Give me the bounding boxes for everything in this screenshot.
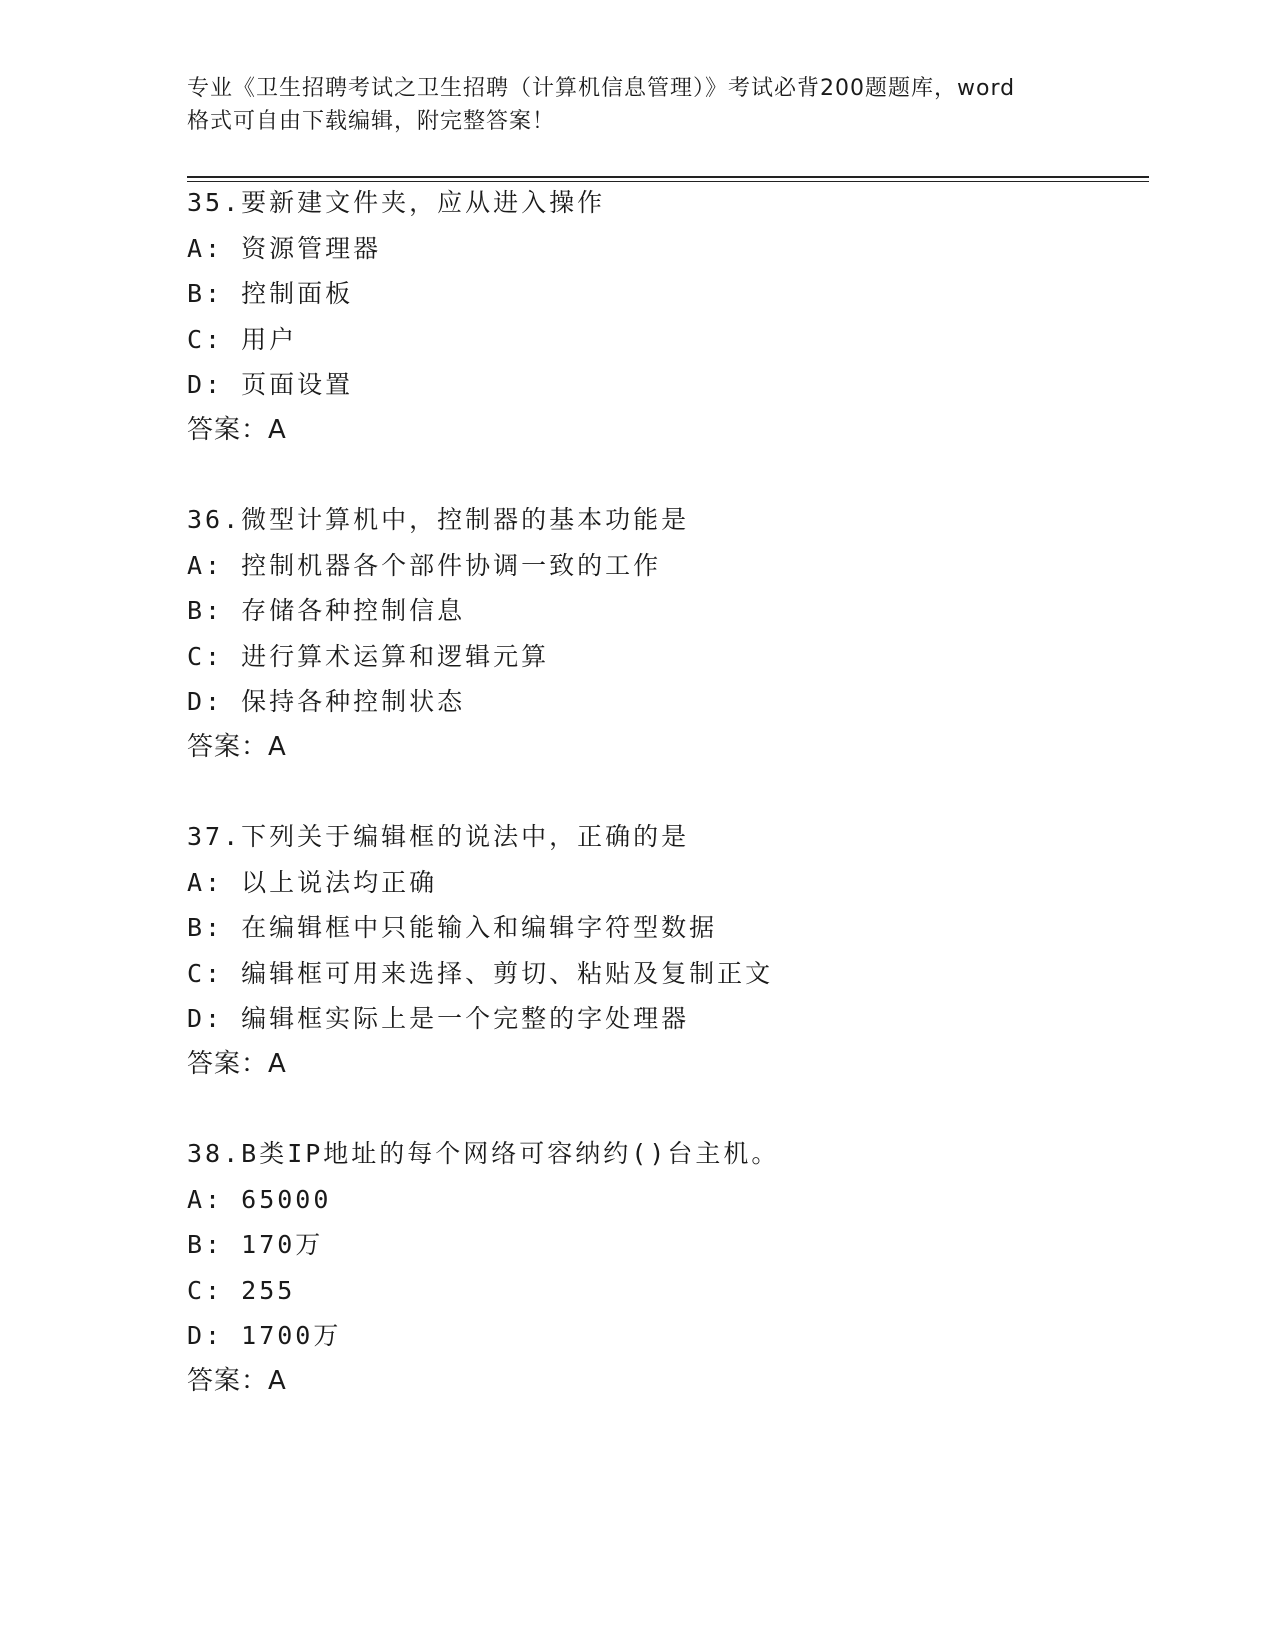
option-a: A: 以上说法均正确	[187, 867, 438, 897]
option-d: D: 页面设置	[187, 370, 354, 399]
question-stem: 38.B类IP地址的每个网络可容纳约()台主机。	[187, 1139, 780, 1168]
answer-label: 答案：A	[187, 1048, 287, 1079]
answer-label: 答案：A	[187, 731, 287, 762]
question-stem: 37.下列关于编辑框的说法中，正确的是	[187, 822, 690, 851]
option-b: B: 在编辑框中只能输入和编辑字符型数据	[187, 913, 718, 942]
option-a: A: 控制机器各个部件协调一致的工作	[187, 550, 662, 580]
option-c: C: 进行算术运算和逻辑元算	[187, 641, 550, 671]
option-b: B: 存储各种控制信息	[187, 596, 466, 625]
question-36	[187, 497, 1087, 770]
option-b: B: 控制面板	[187, 279, 354, 308]
answer-label: 答案：A	[187, 1365, 287, 1396]
question-38	[187, 1131, 1087, 1404]
option-c: C: 用户	[187, 324, 298, 354]
option-c: C: 编辑框可用来选择、剪切、粘贴及复制正文	[187, 958, 774, 988]
answer-label: 答案：A	[187, 414, 287, 445]
document-header	[187, 72, 1087, 138]
option-a: A: 资源管理器	[187, 233, 382, 263]
question-stem: 35.要新建文件夹，应从进入操作	[187, 188, 606, 217]
option-c: C: 255	[187, 1275, 296, 1305]
question-35	[187, 180, 1087, 453]
question-stem: 36.微型计算机中，控制器的基本功能是	[187, 505, 690, 534]
header-line-2: 格式可自由下载编辑，附完整答案！	[187, 109, 556, 134]
option-d: D: 保持各种控制状态	[187, 687, 466, 716]
option-a: A: 65000	[187, 1184, 332, 1214]
header-line-1: 专业《卫生招聘考试之卫生招聘（计算机信息管理）》考试必背200题题库，word	[187, 76, 1016, 101]
question-37	[187, 814, 1087, 1087]
option-d: D: 1700万	[187, 1321, 342, 1350]
option-b: B: 170万	[187, 1230, 324, 1259]
option-d: D: 编辑框实际上是一个完整的字处理器	[187, 1004, 690, 1033]
